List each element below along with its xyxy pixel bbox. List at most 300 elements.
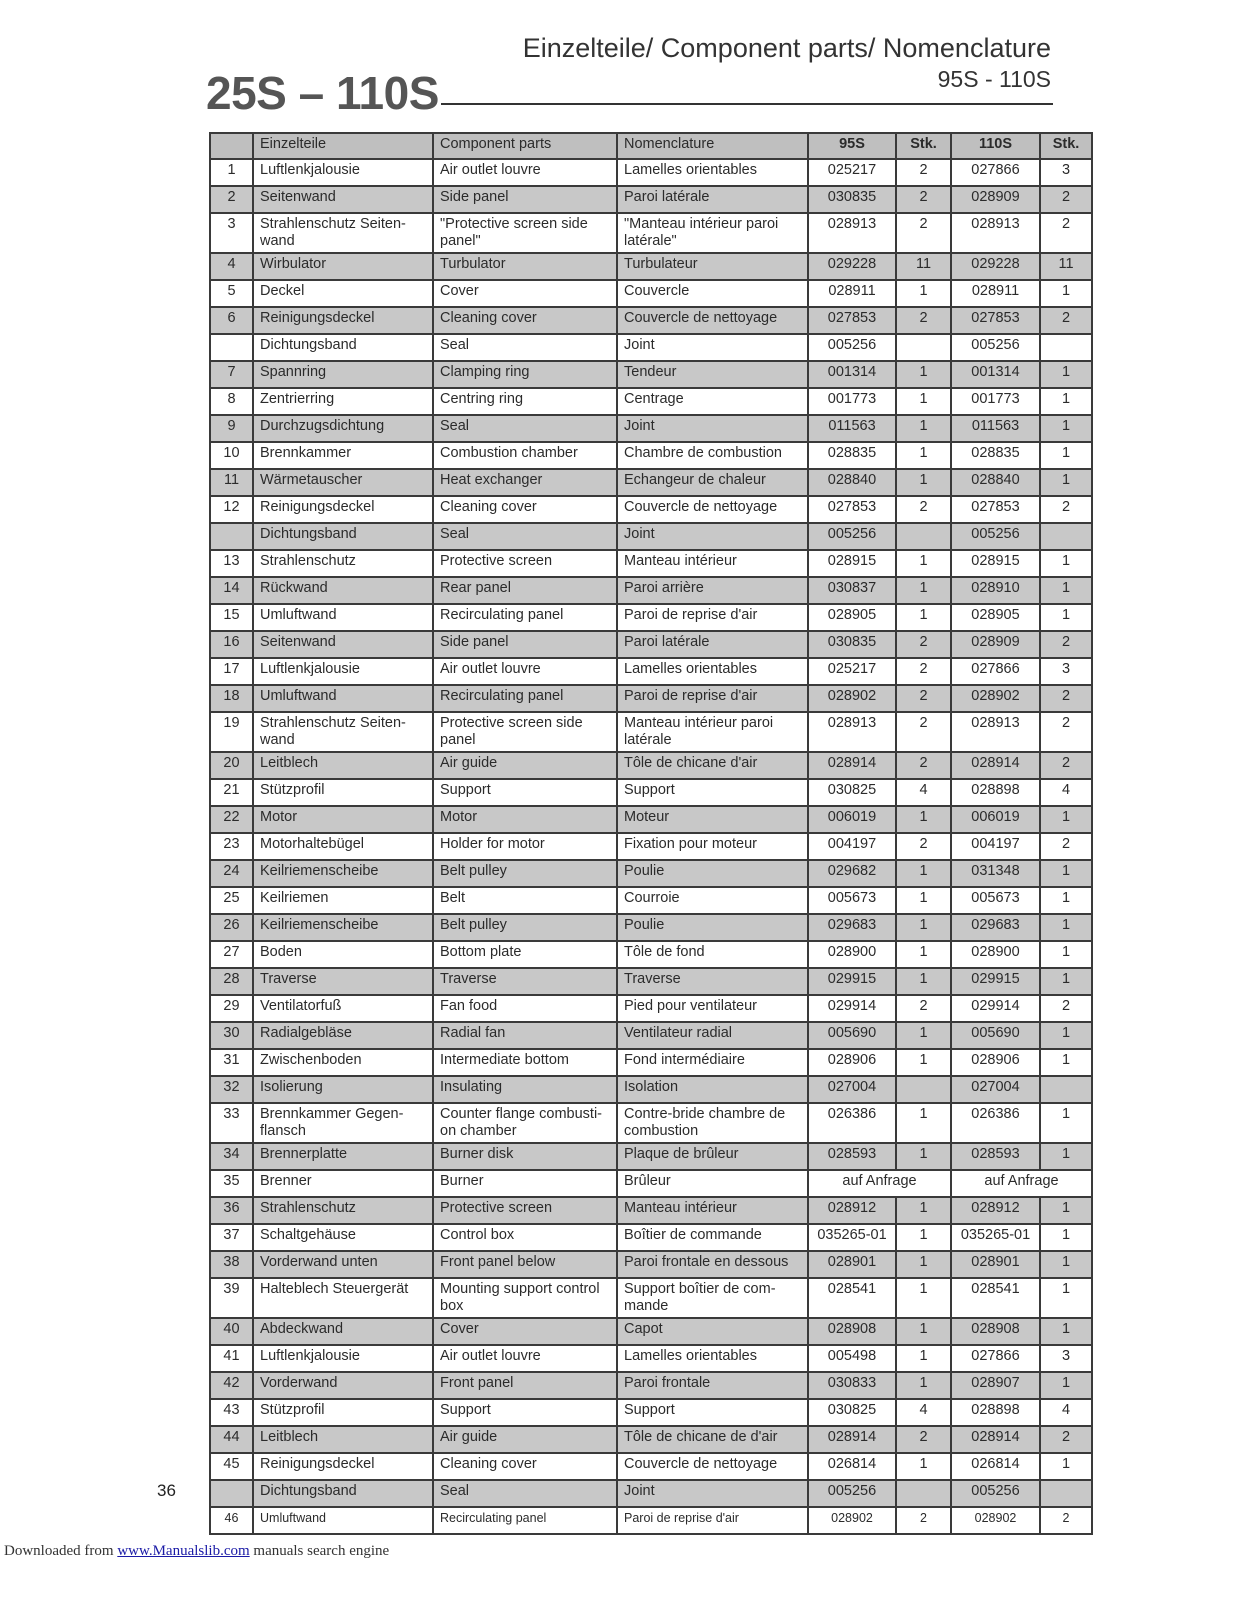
cell-qty-110s: 3 xyxy=(1040,658,1092,685)
cell-qty-110s: 2 xyxy=(1040,833,1092,860)
cell-qty-110s: 1 xyxy=(1040,415,1092,442)
cell-qty-95s xyxy=(896,1480,951,1507)
cell-part-110s: 004197 xyxy=(951,833,1040,860)
cell-number: 21 xyxy=(210,779,253,806)
cell-number: 3 xyxy=(210,213,253,253)
cell-nomenclature: Traverse xyxy=(617,968,808,995)
cell-nomenclature: Paroi latérale xyxy=(617,631,808,658)
cell-component-part: Protective screen xyxy=(433,1197,617,1224)
cell-qty-110s: 3 xyxy=(1040,159,1092,186)
cell-component-part: Cleaning cover xyxy=(433,496,617,523)
cell-part-95s: 004197 xyxy=(808,833,896,860)
download-footer xyxy=(4,1543,389,1560)
cell-einzelteile: Schaltgehäuse xyxy=(253,1224,433,1251)
model-range-title: 25S – 110S xyxy=(206,67,439,119)
cell-nomenclature: Fond intermédiaire xyxy=(617,1049,808,1076)
cell-part-95s: 028913 xyxy=(808,213,896,253)
cell-part-110s: 011563 xyxy=(951,415,1040,442)
cell-qty-95s: 1 xyxy=(896,577,951,604)
cell-component-part: Turbulator xyxy=(433,253,617,280)
cell-qty-95s: 1 xyxy=(896,860,951,887)
cell-part-110s: 028900 xyxy=(951,941,1040,968)
cell-qty-95s: 4 xyxy=(896,779,951,806)
cell-part-95s: 027853 xyxy=(808,496,896,523)
cell-component-part: Side panel xyxy=(433,631,617,658)
cell-qty-95s: 1 xyxy=(896,280,951,307)
cell-part-110s: 027853 xyxy=(951,496,1040,523)
table-row xyxy=(210,968,1092,995)
cell-einzelteile: Strahlenschutz Seiten- wand xyxy=(253,213,433,253)
cell-qty-95s xyxy=(896,1076,951,1103)
table-row xyxy=(210,1426,1092,1453)
table-row xyxy=(210,1318,1092,1345)
cell-qty-95s: 1 xyxy=(896,1453,951,1480)
cell-part-110s: 035265-01 xyxy=(951,1224,1040,1251)
cell-qty-110s: 1 xyxy=(1040,280,1092,307)
cell-number xyxy=(210,523,253,550)
cell-qty-110s: 2 xyxy=(1040,712,1092,752)
cell-einzelteile: Boden xyxy=(253,941,433,968)
cell-number: 5 xyxy=(210,280,253,307)
cell-part-110s: 028898 xyxy=(951,779,1040,806)
cell-qty-110s xyxy=(1040,1076,1092,1103)
cell-nomenclature: Paroi arrière xyxy=(617,577,808,604)
cell-part-95s: 026386 xyxy=(808,1103,896,1143)
cell-einzelteile: Brenner xyxy=(253,1170,433,1197)
cell-einzelteile: Ventilatorfuß xyxy=(253,995,433,1022)
cell-qty-110s xyxy=(1040,1480,1092,1507)
cell-part-110s: 028907 xyxy=(951,1372,1040,1399)
cell-component-part: Front panel xyxy=(433,1372,617,1399)
cell-part-95s: 035265-01 xyxy=(808,1224,896,1251)
table-row xyxy=(210,752,1092,779)
cell-component-part: Belt xyxy=(433,887,617,914)
cell-part-95s: 028593 xyxy=(808,1143,896,1170)
cell-part-95s: 025217 xyxy=(808,658,896,685)
cell-qty-110s: 1 xyxy=(1040,806,1092,833)
cell-number: 29 xyxy=(210,995,253,1022)
table-row xyxy=(210,415,1092,442)
cell-component-part: Fan food xyxy=(433,995,617,1022)
cell-einzelteile: Reinigungsdeckel xyxy=(253,307,433,334)
cell-component-part: "Protective screen side panel" xyxy=(433,213,617,253)
cell-einzelteile: Keilriemenscheibe xyxy=(253,914,433,941)
cell-qty-110s: 2 xyxy=(1040,995,1092,1022)
cell-qty-110s: 2 xyxy=(1040,631,1092,658)
cell-part-110s: 028840 xyxy=(951,469,1040,496)
cell-qty-110s: 1 xyxy=(1040,1318,1092,1345)
cell-nomenclature: Paroi frontale xyxy=(617,1372,808,1399)
cell-part-95s: 027004 xyxy=(808,1076,896,1103)
cell-number: 24 xyxy=(210,860,253,887)
footer-link[interactable]: www.Manualslib.com xyxy=(117,1543,250,1559)
cell-part-95s: 029682 xyxy=(808,860,896,887)
cell-nomenclature: Ventilateur radial xyxy=(617,1022,808,1049)
table-row xyxy=(210,1399,1092,1426)
cell-part-95s: 001773 xyxy=(808,388,896,415)
cell-qty-110s: 2 xyxy=(1040,1426,1092,1453)
table-row xyxy=(210,1372,1092,1399)
cell-number: 10 xyxy=(210,442,253,469)
cell-einzelteile: Keilriemen xyxy=(253,887,433,914)
cell-part-95s: 005498 xyxy=(808,1345,896,1372)
cell-qty-95s: 1 xyxy=(896,604,951,631)
cell-qty-95s: 2 xyxy=(896,1507,951,1534)
cell-part-95s: auf Anfrage xyxy=(808,1170,951,1197)
cell-number: 17 xyxy=(210,658,253,685)
cell-part-110s: 028913 xyxy=(951,213,1040,253)
cell-nomenclature: Joint xyxy=(617,523,808,550)
cell-number: 37 xyxy=(210,1224,253,1251)
cell-qty-110s: 2 xyxy=(1040,496,1092,523)
table-row xyxy=(210,577,1092,604)
cell-einzelteile: Umluftwand xyxy=(253,1507,433,1534)
cell-qty-110s: 4 xyxy=(1040,1399,1092,1426)
cell-einzelteile: Umluftwand xyxy=(253,685,433,712)
cell-einzelteile: Seitenwand xyxy=(253,186,433,213)
cell-qty-95s: 2 xyxy=(896,631,951,658)
cell-qty-110s: 1 xyxy=(1040,1278,1092,1318)
cell-qty-95s: 1 xyxy=(896,1022,951,1049)
cell-nomenclature: "Manteau intérieur paroi latérale" xyxy=(617,213,808,253)
cell-qty-95s: 1 xyxy=(896,1318,951,1345)
cell-part-95s: 028900 xyxy=(808,941,896,968)
cell-part-95s: 028908 xyxy=(808,1318,896,1345)
cell-qty-95s: 1 xyxy=(896,806,951,833)
cell-nomenclature: Isolation xyxy=(617,1076,808,1103)
cell-number: 7 xyxy=(210,361,253,388)
cell-component-part: Intermediate bottom xyxy=(433,1049,617,1076)
cell-qty-95s: 1 xyxy=(896,388,951,415)
cell-qty-95s: 1 xyxy=(896,1224,951,1251)
cell-nomenclature: Couvercle de nettoyage xyxy=(617,1453,808,1480)
cell-part-95s: 028835 xyxy=(808,442,896,469)
cell-component-part: Radial fan xyxy=(433,1022,617,1049)
cell-number: 25 xyxy=(210,887,253,914)
cell-qty-110s: 1 xyxy=(1040,361,1092,388)
col-header-einzelteile: Einzelteile xyxy=(253,133,433,159)
cell-component-part: Centring ring xyxy=(433,388,617,415)
cell-qty-110s: 1 xyxy=(1040,1143,1092,1170)
col-header-number xyxy=(210,133,253,159)
cell-component-part: Burner disk xyxy=(433,1143,617,1170)
cell-number: 13 xyxy=(210,550,253,577)
cell-number: 31 xyxy=(210,1049,253,1076)
cell-part-110s: 005256 xyxy=(951,1480,1040,1507)
cell-component-part: Combustion chamber xyxy=(433,442,617,469)
cell-component-part: Recirculating panel xyxy=(433,1507,617,1534)
cell-component-part: Seal xyxy=(433,523,617,550)
cell-part-110s: 028912 xyxy=(951,1197,1040,1224)
cell-part-95s: 028840 xyxy=(808,469,896,496)
cell-part-110s: 029228 xyxy=(951,253,1040,280)
cell-part-95s: 028911 xyxy=(808,280,896,307)
cell-qty-95s: 1 xyxy=(896,887,951,914)
cell-part-95s: 029914 xyxy=(808,995,896,1022)
cell-einzelteile: Brennkammer xyxy=(253,442,433,469)
cell-qty-110s: 1 xyxy=(1040,1251,1092,1278)
table-row xyxy=(210,1480,1092,1507)
cell-einzelteile: Umluftwand xyxy=(253,604,433,631)
cell-component-part: Protective screen xyxy=(433,550,617,577)
cell-part-95s: 005256 xyxy=(808,334,896,361)
table-row xyxy=(210,1507,1092,1534)
cell-part-95s: 001314 xyxy=(808,361,896,388)
table-row xyxy=(210,159,1092,186)
cell-qty-95s: 2 xyxy=(896,752,951,779)
table-row xyxy=(210,361,1092,388)
cell-nomenclature: Echangeur de chaleur xyxy=(617,469,808,496)
table-row xyxy=(210,550,1092,577)
table-row xyxy=(210,1453,1092,1480)
cell-einzelteile: Dichtungsband xyxy=(253,334,433,361)
table-row xyxy=(210,1076,1092,1103)
col-header-95s: 95S xyxy=(808,133,896,159)
cell-number: 33 xyxy=(210,1103,253,1143)
cell-nomenclature: Courroie xyxy=(617,887,808,914)
cell-number: 11 xyxy=(210,469,253,496)
cell-nomenclature: Moteur xyxy=(617,806,808,833)
cell-part-110s: 005673 xyxy=(951,887,1040,914)
cell-part-110s: 005690 xyxy=(951,1022,1040,1049)
cell-part-95s: 029228 xyxy=(808,253,896,280)
cell-number: 32 xyxy=(210,1076,253,1103)
table-row xyxy=(210,523,1092,550)
cell-einzelteile: Brennkammer Gegen- flansch xyxy=(253,1103,433,1143)
cell-qty-95s: 2 xyxy=(896,159,951,186)
cell-nomenclature: Joint xyxy=(617,1480,808,1507)
cell-component-part: Bottom plate xyxy=(433,941,617,968)
cell-number xyxy=(210,1480,253,1507)
cell-qty-95s: 1 xyxy=(896,1345,951,1372)
cell-nomenclature: Manteau intérieur paroi latérale xyxy=(617,712,808,752)
cell-qty-95s: 1 xyxy=(896,1049,951,1076)
cell-einzelteile: Stützprofil xyxy=(253,1399,433,1426)
cell-qty-95s: 1 xyxy=(896,415,951,442)
cell-part-95s: 030835 xyxy=(808,186,896,213)
col-header-qty-95s: Stk. xyxy=(896,133,951,159)
cell-part-110s: 028902 xyxy=(951,685,1040,712)
cell-einzelteile: Vorderwand unten xyxy=(253,1251,433,1278)
cell-einzelteile: Strahlenschutz Seiten- wand xyxy=(253,712,433,752)
table-row xyxy=(210,280,1092,307)
cell-qty-110s: 1 xyxy=(1040,388,1092,415)
table-header-row xyxy=(210,133,1092,159)
cell-qty-110s: 1 xyxy=(1040,577,1092,604)
cell-number: 34 xyxy=(210,1143,253,1170)
cell-qty-110s: 1 xyxy=(1040,442,1092,469)
col-header-qty-110s: Stk. xyxy=(1040,133,1092,159)
table-row xyxy=(210,860,1092,887)
cell-nomenclature: Brûleur xyxy=(617,1170,808,1197)
cell-component-part: Protective screen side panel xyxy=(433,712,617,752)
cell-qty-110s: 1 xyxy=(1040,941,1092,968)
cell-part-110s: 028906 xyxy=(951,1049,1040,1076)
table-row xyxy=(210,1251,1092,1278)
cell-number: 22 xyxy=(210,806,253,833)
cell-qty-95s: 1 xyxy=(896,361,951,388)
footer-suffix: manuals search engine xyxy=(249,1543,390,1559)
cell-number: 15 xyxy=(210,604,253,631)
cell-qty-110s: 1 xyxy=(1040,887,1092,914)
cell-qty-95s xyxy=(896,334,951,361)
cell-einzelteile: Luftlenkjalousie xyxy=(253,159,433,186)
cell-qty-95s: 2 xyxy=(896,213,951,253)
cell-component-part: Air guide xyxy=(433,1426,617,1453)
cell-qty-95s: 1 xyxy=(896,1372,951,1399)
cell-nomenclature: Turbulateur xyxy=(617,253,808,280)
cell-part-110s: 031348 xyxy=(951,860,1040,887)
cell-part-95s: 028901 xyxy=(808,1251,896,1278)
cell-einzelteile: Motor xyxy=(253,806,433,833)
cell-qty-110s: 1 xyxy=(1040,1224,1092,1251)
cell-qty-110s: 1 xyxy=(1040,550,1092,577)
cell-part-110s: 028914 xyxy=(951,1426,1040,1453)
cell-part-95s: 030835 xyxy=(808,631,896,658)
cell-part-110s: 028915 xyxy=(951,550,1040,577)
cell-number: 26 xyxy=(210,914,253,941)
cell-number: 44 xyxy=(210,1426,253,1453)
table-row xyxy=(210,685,1092,712)
table-row xyxy=(210,1170,1092,1197)
cell-part-110s: 028910 xyxy=(951,577,1040,604)
cell-einzelteile: Deckel xyxy=(253,280,433,307)
cell-number: 38 xyxy=(210,1251,253,1278)
cell-part-110s: 027004 xyxy=(951,1076,1040,1103)
cell-component-part: Seal xyxy=(433,1480,617,1507)
cell-nomenclature: Tôle de chicane de d'air xyxy=(617,1426,808,1453)
section-title: Einzelteile/ Component parts/ Nomenclature xyxy=(522,33,1051,63)
cell-part-110s: 026814 xyxy=(951,1453,1040,1480)
cell-component-part: Seal xyxy=(433,415,617,442)
table-row xyxy=(210,1197,1092,1224)
cell-part-110s: 006019 xyxy=(951,806,1040,833)
cell-number: 45 xyxy=(210,1453,253,1480)
cell-component-part: Control box xyxy=(433,1224,617,1251)
cell-number: 43 xyxy=(210,1399,253,1426)
cell-qty-95s: 1 xyxy=(896,1251,951,1278)
cell-number: 16 xyxy=(210,631,253,658)
table-row xyxy=(210,1278,1092,1318)
table-row xyxy=(210,604,1092,631)
cell-einzelteile: Keilriemenscheibe xyxy=(253,860,433,887)
cell-nomenclature: Paroi de reprise d'air xyxy=(617,685,808,712)
cell-nomenclature: Joint xyxy=(617,334,808,361)
cell-nomenclature: Capot xyxy=(617,1318,808,1345)
cell-part-95s: 006019 xyxy=(808,806,896,833)
cell-number: 12 xyxy=(210,496,253,523)
cell-component-part: Side panel xyxy=(433,186,617,213)
table-row xyxy=(210,469,1092,496)
cell-qty-95s: 11 xyxy=(896,253,951,280)
cell-component-part: Seal xyxy=(433,334,617,361)
cell-part-95s: 005690 xyxy=(808,1022,896,1049)
cell-number: 8 xyxy=(210,388,253,415)
cell-qty-110s: 1 xyxy=(1040,1103,1092,1143)
cell-qty-110s: 3 xyxy=(1040,1345,1092,1372)
cell-nomenclature: Pied pour ventilateur xyxy=(617,995,808,1022)
cell-einzelteile: Vorderwand xyxy=(253,1372,433,1399)
cell-part-110s: 001314 xyxy=(951,361,1040,388)
cell-nomenclature: Paroi de reprise d'air xyxy=(617,1507,808,1534)
cell-einzelteile: Durchzugsdichtung xyxy=(253,415,433,442)
cell-qty-95s: 1 xyxy=(896,442,951,469)
table-row xyxy=(210,941,1092,968)
cell-number: 35 xyxy=(210,1170,253,1197)
cell-part-95s: 028902 xyxy=(808,685,896,712)
cell-qty-110s: 1 xyxy=(1040,1372,1092,1399)
cell-qty-95s: 2 xyxy=(896,712,951,752)
cell-part-110s: 028898 xyxy=(951,1399,1040,1426)
cell-part-110s: 027866 xyxy=(951,159,1040,186)
cell-qty-95s: 2 xyxy=(896,658,951,685)
cell-qty-95s: 2 xyxy=(896,685,951,712)
cell-qty-110s xyxy=(1040,523,1092,550)
cell-part-95s: 029683 xyxy=(808,914,896,941)
cell-number xyxy=(210,334,253,361)
cell-qty-110s: 1 xyxy=(1040,1453,1092,1480)
cell-qty-95s: 2 xyxy=(896,307,951,334)
cell-qty-95s: 1 xyxy=(896,550,951,577)
cell-number: 14 xyxy=(210,577,253,604)
cell-component-part: Belt pulley xyxy=(433,914,617,941)
cell-nomenclature: Fixation pour moteur xyxy=(617,833,808,860)
cell-part-95s: 028906 xyxy=(808,1049,896,1076)
cell-component-part: Mounting support control box xyxy=(433,1278,617,1318)
cell-qty-110s: 1 xyxy=(1040,914,1092,941)
table-row xyxy=(210,388,1092,415)
cell-component-part: Rear panel xyxy=(433,577,617,604)
cell-qty-110s: 1 xyxy=(1040,860,1092,887)
cell-qty-95s: 1 xyxy=(896,1278,951,1318)
col-header-110s: 110S xyxy=(951,133,1040,159)
cell-component-part: Holder for motor xyxy=(433,833,617,860)
cell-part-95s: 005256 xyxy=(808,523,896,550)
table-body xyxy=(210,159,1092,1534)
cell-part-95s: 005256 xyxy=(808,1480,896,1507)
cell-qty-95s: 1 xyxy=(896,1197,951,1224)
cell-component-part: Air outlet louvre xyxy=(433,159,617,186)
cell-part-110s: 028835 xyxy=(951,442,1040,469)
cell-einzelteile: Luftlenkjalousie xyxy=(253,1345,433,1372)
cell-part-95s: 028905 xyxy=(808,604,896,631)
cell-qty-110s: 2 xyxy=(1040,1507,1092,1534)
section-subtitle: 95S - 110S xyxy=(937,66,1051,92)
cell-qty-110s: 1 xyxy=(1040,1049,1092,1076)
cell-component-part: Cover xyxy=(433,1318,617,1345)
cell-component-part: Support xyxy=(433,1399,617,1426)
cell-part-95s: 028914 xyxy=(808,1426,896,1453)
cell-part-95s: 028912 xyxy=(808,1197,896,1224)
cell-number: 6 xyxy=(210,307,253,334)
cell-number: 40 xyxy=(210,1318,253,1345)
cell-einzelteile: Dichtungsband xyxy=(253,1480,433,1507)
cell-component-part: Air outlet louvre xyxy=(433,658,617,685)
cell-number: 27 xyxy=(210,941,253,968)
cell-component-part: Air guide xyxy=(433,752,617,779)
cell-qty-95s: 2 xyxy=(896,995,951,1022)
cell-einzelteile: Stützprofil xyxy=(253,779,433,806)
cell-nomenclature: Lamelles orientables xyxy=(617,658,808,685)
cell-qty-95s: 1 xyxy=(896,968,951,995)
cell-part-95s: 029915 xyxy=(808,968,896,995)
page-number: 36 xyxy=(157,1481,176,1500)
cell-qty-110s: 2 xyxy=(1040,685,1092,712)
cell-nomenclature: Support xyxy=(617,779,808,806)
cell-nomenclature: Paroi frontale en dessous xyxy=(617,1251,808,1278)
cell-nomenclature: Support xyxy=(617,1399,808,1426)
cell-nomenclature: Lamelles orientables xyxy=(617,1345,808,1372)
